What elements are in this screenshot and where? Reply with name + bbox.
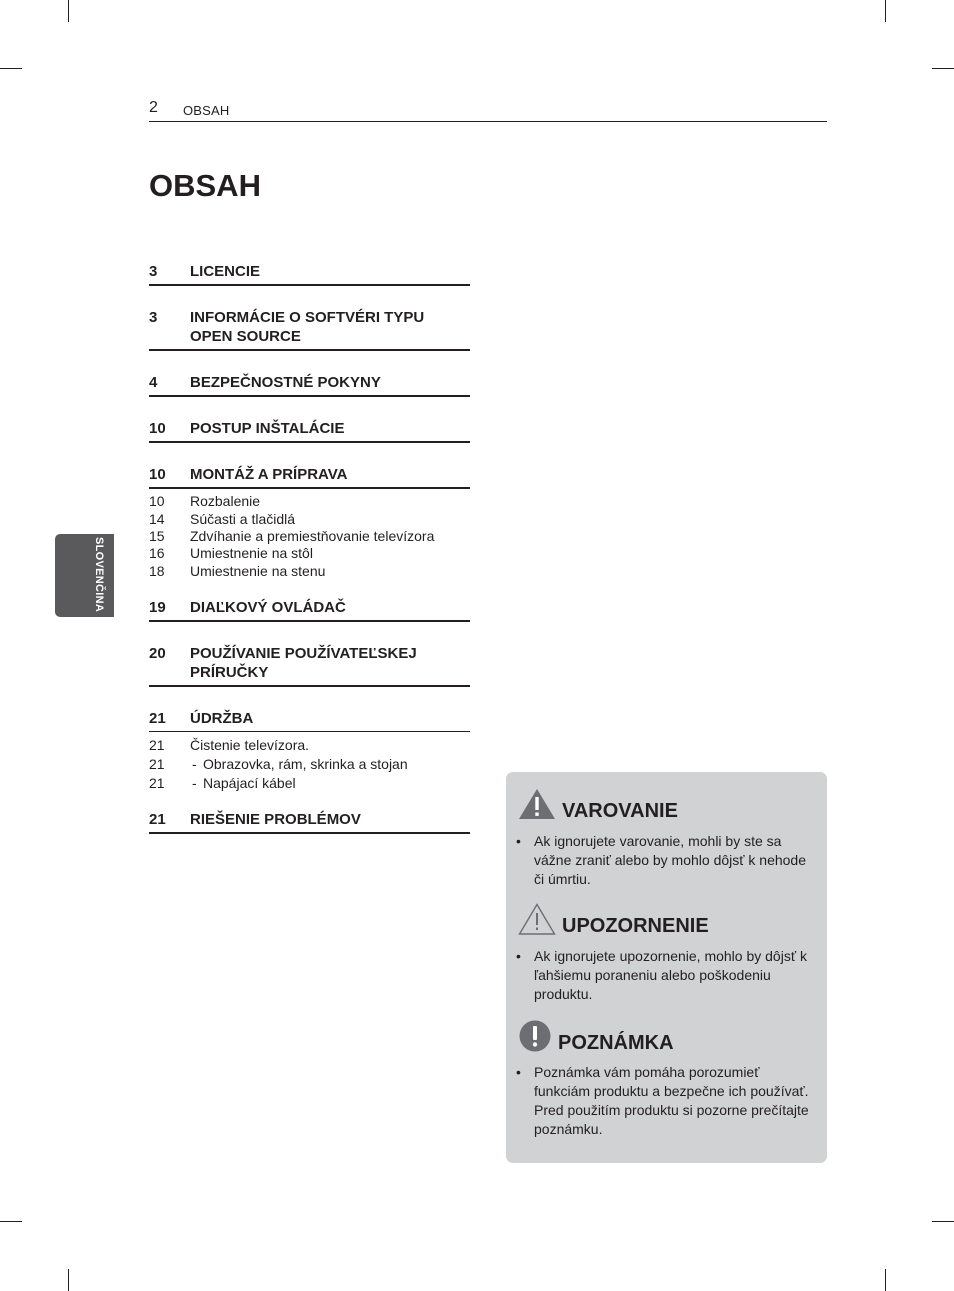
toc-entry-title: POSTUP INŠTALÁCIE [190,420,345,437]
crop-mark [885,1269,886,1291]
toc-entry-title: DIAĽKOVÝ OVLÁDAČ [190,599,346,616]
language-side-tab [55,534,114,617]
toc-entry[interactable] [149,373,470,397]
toc-entry[interactable] [149,465,470,489]
crop-mark [68,1269,69,1291]
toc-page-number: 3 [149,309,158,326]
crop-mark [0,68,22,69]
toc-page-number: 14 [149,511,165,527]
toc-page-number: 21 [149,737,165,753]
toc-page-number: 10 [149,420,166,437]
toc-page-number: 19 [149,599,166,616]
toc-entry[interactable] [149,419,470,443]
caution-label: UPOZORNENIE [562,915,709,937]
toc-dash: - [192,756,197,772]
toc-page-number: 3 [149,263,158,280]
caution-text: Ak ignorujete upozornenie, mohlo by dôjsť k ľahšiemu poraneniu alebo poškodeniu produktu. [534,948,807,1002]
toc-entry[interactable] [149,709,470,732]
warning-outline-icon [518,903,556,935]
toc-subentry-title: Napájací kábel [203,775,296,791]
toc-page-number: 21 [149,710,166,727]
note-text: Poznámka vám pomáha porozumieť funkciám produktu a bezpečne ich používať. Pred použitím produktu si pozorne prečítajte poznámku. [534,1064,809,1137]
warning-text: Ak ignorujete varovanie, mohli by ste sa vážne zraniť alebo by mohlo dôjsť k nehode či úmrtiu. [534,833,807,887]
toc-entry[interactable] [149,598,470,622]
toc-page-number: 15 [149,528,165,544]
warning-filled-icon [518,788,556,820]
toc-subentry-title: Umiestnenie na stenu [190,563,326,579]
safety-notes-box [506,772,827,1163]
exclamation-circle-icon [518,1020,554,1052]
crop-mark [932,1221,954,1222]
toc-entry-title: MONTÁŽ A PRÍPRAVA [190,466,348,483]
toc-page-number: 4 [149,374,158,391]
bullet: • [516,948,521,964]
page-title: OBSAH [149,168,261,203]
toc-entry-title: LICENCIE [190,263,261,280]
toc-page-number: 10 [149,493,165,509]
bullet: • [516,1064,521,1080]
toc-entry-title: INFORMÁCIE O SOFTVÉRI TYPU OPEN SOURCE [190,309,425,345]
note-text-item [516,1063,816,1139]
toc-entry[interactable] [149,308,470,351]
warning-label: VAROVANIE [562,800,678,822]
toc-page-number: 21 [149,811,166,828]
warning-text-item [516,832,816,889]
toc-subentry-title: Súčasti a tlačidlá [190,511,296,527]
note-label: POZNÁMKA [558,1032,674,1054]
page-header [149,99,827,122]
header-section-title: OBSAH [183,103,230,118]
toc-page-number: 10 [149,466,166,483]
toc-entry-title: RIEŠENIE PROBLÉMOV [190,811,361,828]
toc-dash: - [192,775,197,791]
toc-page-number: 18 [149,563,165,579]
toc-page-number: 16 [149,545,165,561]
toc-entry-title: POUŽÍVANIE POUŽÍVATEĽSKEJ PRÍRUČKY [190,645,417,681]
bullet: • [516,833,521,849]
toc-entry-title: BEZPEČNOSTNÉ POKYNY [190,374,381,391]
toc-subentry-title: Zdvíhanie a premiestňovanie televízora [190,528,435,544]
crop-mark [0,1221,22,1222]
toc-subentry-title: Čistenie televízora. [190,737,310,753]
toc-subentry-title: Obrazovka, rám, skrinka a stojan [203,756,408,772]
crop-mark [885,0,886,22]
toc-page-number: 20 [149,645,166,662]
caution-text-item [516,947,816,1004]
toc-entry[interactable] [149,644,470,687]
language-label: SLOVENČINA [93,537,105,613]
toc-page-number: 21 [149,775,165,791]
toc-subentry-title: Umiestnenie na stôl [190,545,313,561]
crop-mark [932,68,954,69]
toc-entry[interactable] [149,810,470,834]
toc-entry[interactable] [149,262,470,286]
toc-page-number: 21 [149,756,165,772]
toc-entry-title: ÚDRŽBA [190,710,254,727]
crop-mark [68,0,69,22]
page-number: 2 [149,99,158,116]
toc-subentry-title: Rozbalenie [190,493,261,509]
